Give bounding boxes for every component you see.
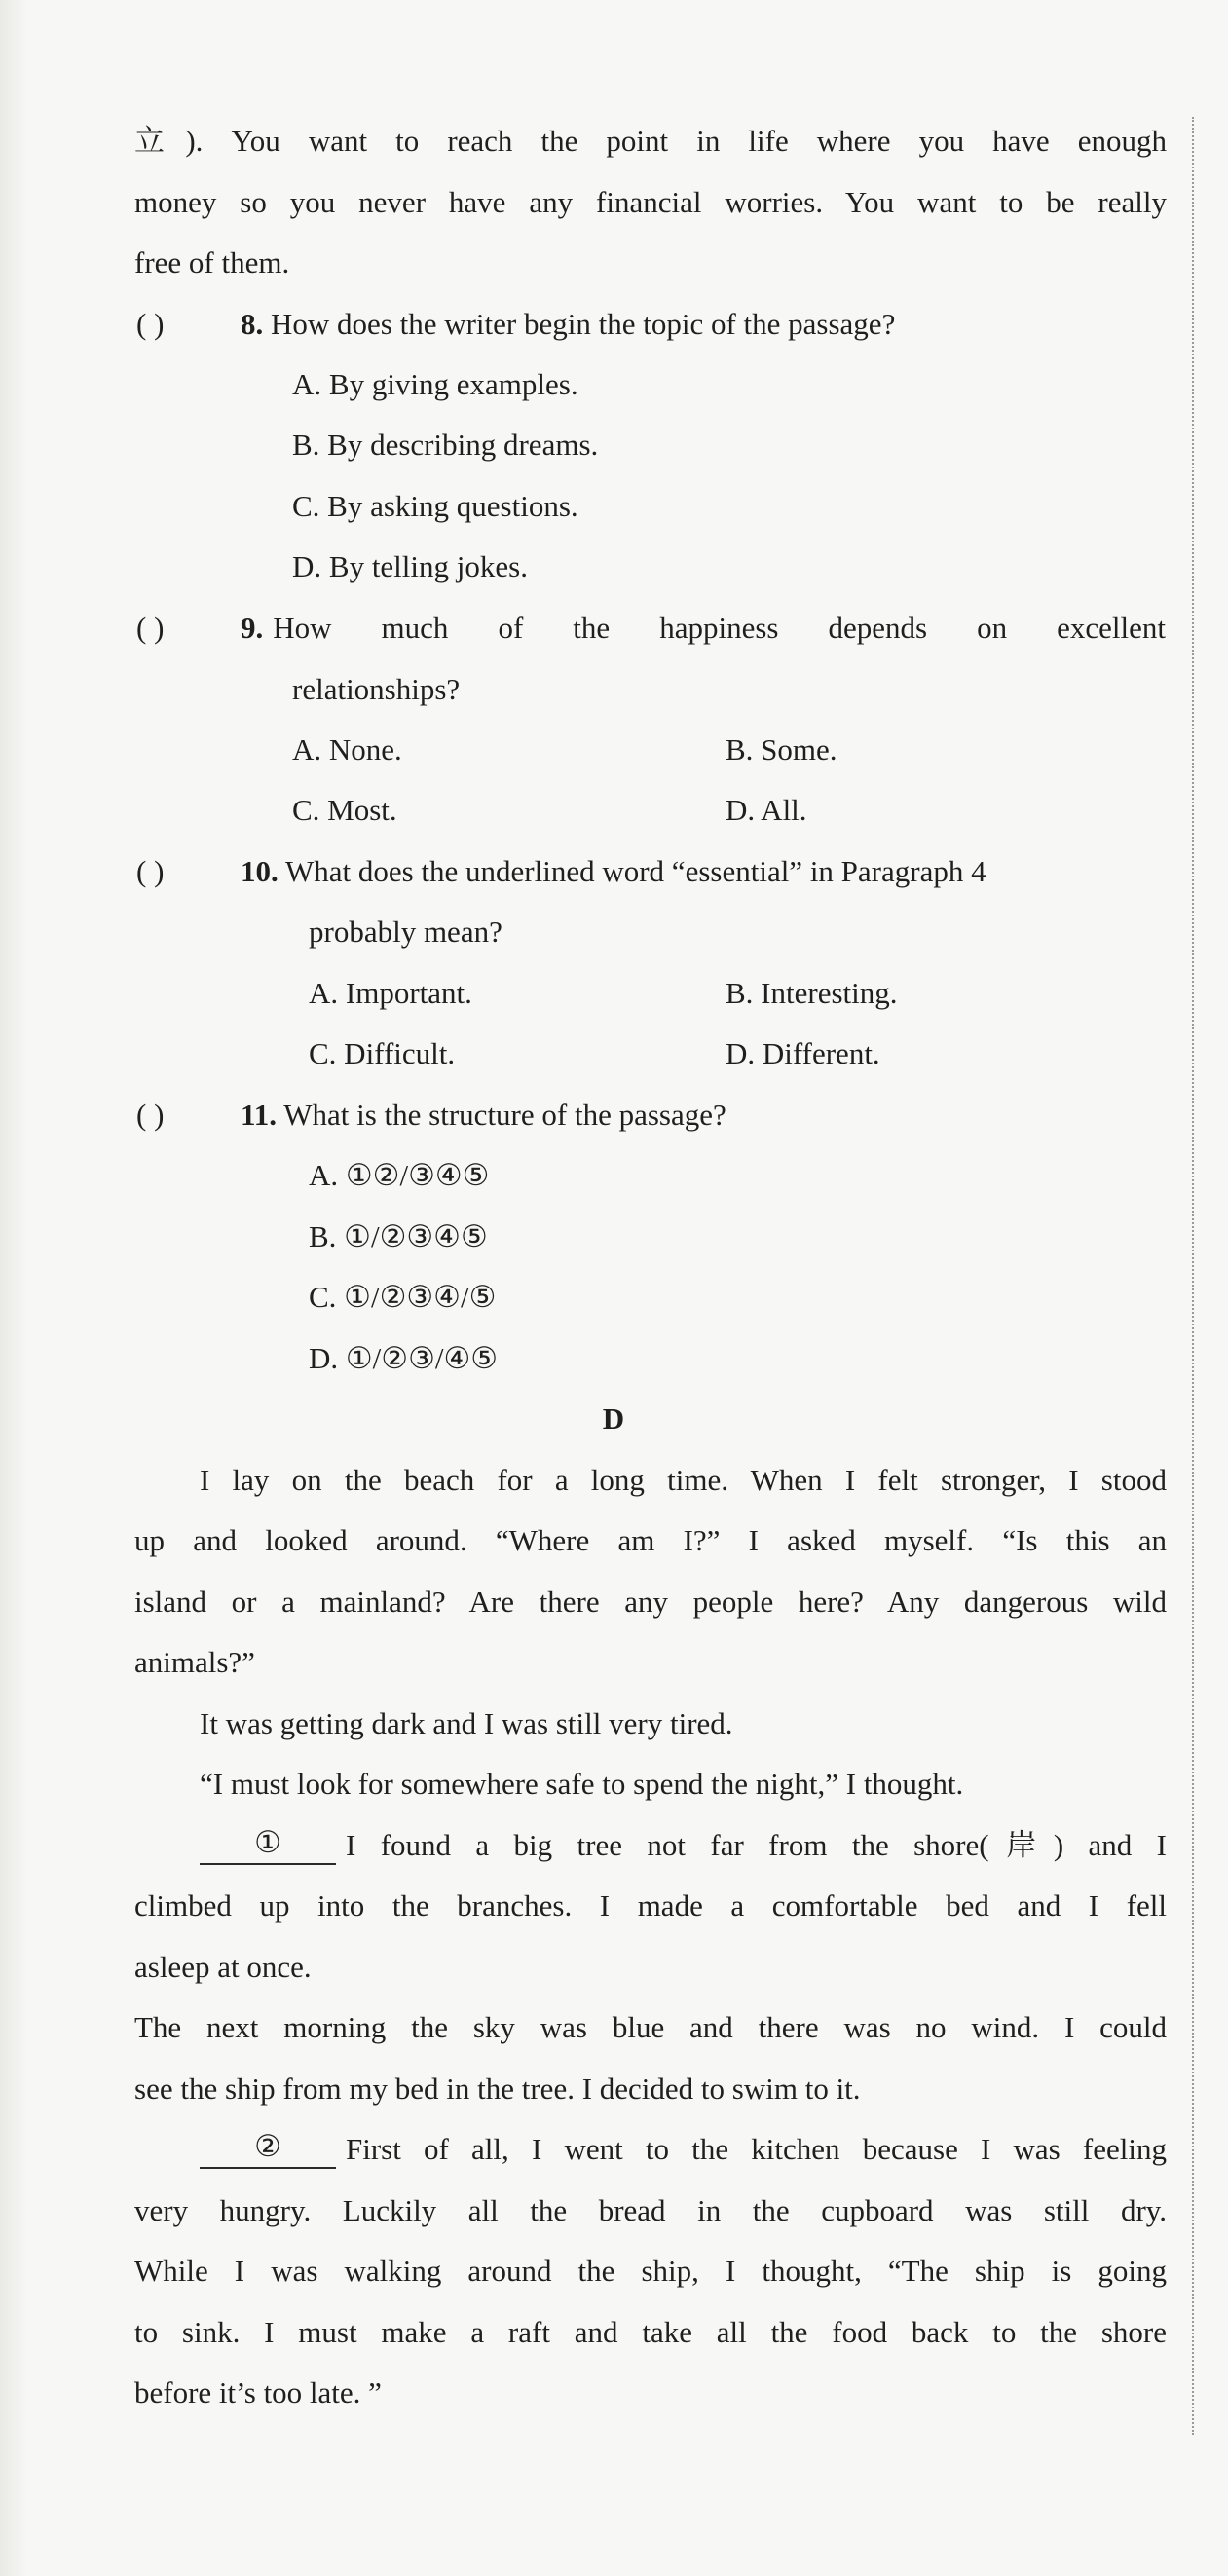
- d-para4-line-3: asleep at once.: [134, 1950, 312, 1984]
- q9-option-a: A. None.: [292, 732, 402, 766]
- q9-stem-line-2: relationships?: [292, 672, 461, 706]
- q10-option-d: D. Different.: [726, 1036, 880, 1070]
- blank-2[interactable]: ②: [200, 2130, 336, 2169]
- intro-line-3: free of them.: [134, 245, 290, 280]
- q8-option-c: C. By asking questions.: [292, 489, 578, 523]
- blank-1[interactable]: ①: [200, 1826, 336, 1865]
- q9-option-b: B. Some.: [726, 732, 837, 766]
- q10-number: 10.: [241, 854, 279, 888]
- d-para3: “I must look for somewhere safe to spend the night,” I thought.: [200, 1767, 964, 1801]
- q8-option-d: D. By telling jokes.: [292, 549, 528, 583]
- q11-stem: [241, 1096, 726, 1135]
- q10-answer-bracket: ( ): [136, 854, 165, 888]
- q11-question-text: What is the structure of the passage?: [283, 1098, 726, 1132]
- q11-number: 11.: [241, 1098, 278, 1132]
- d-para5-line-1: The next morning the sky was blue and there was no wind. I could: [134, 2010, 1167, 2044]
- d-para6-line-4: to sink. I must make a raft and take all the food back to the shore: [134, 2315, 1167, 2349]
- q10-option-c: C. Difficult.: [309, 1036, 456, 1070]
- q11-option-d: D. ①/②③/④⑤: [309, 1341, 499, 1375]
- d-para2: It was getting dark and I was still very tired.: [200, 1706, 733, 1740]
- q9-option-c: C. Most.: [292, 793, 397, 827]
- d-para6-line-1: [200, 2130, 1167, 2169]
- q11-answer-bracket: ( ): [136, 1098, 165, 1132]
- q8-stem: [241, 305, 895, 344]
- q9-question-text: How much of the happiness depends on excellent: [273, 611, 1166, 645]
- q9-answer-bracket: ( ): [136, 611, 165, 645]
- q8-answer-bracket: ( ): [136, 307, 165, 341]
- d-para6-line-5: before it’s too late. ”: [134, 2375, 382, 2409]
- q11-option-b: B. ①/②③④⑤: [309, 1219, 488, 1253]
- d-para5-line-2: see the ship from my bed in the tree. I decided to swim to it.: [134, 2072, 861, 2106]
- d-para6-text: First of all, I went to the kitchen because I was feeling: [346, 2132, 1167, 2166]
- q9-stem-line-1: [241, 609, 1166, 648]
- d-para4-line-2: climbed up into the branches. I made a comfortable bed and I fell: [134, 1888, 1167, 1923]
- q8-question-text: How does the writer begin the topic of the passage?: [271, 307, 896, 341]
- q8-option-a: A. By giving examples.: [292, 367, 578, 401]
- q11-option-c: C. ①/②③④/⑤: [309, 1280, 497, 1314]
- d-para4-text: I found a big tree not far from the shore(岸) and I: [346, 1828, 1167, 1862]
- q10-option-b: B. Interesting.: [726, 976, 898, 1010]
- q8-option-b: B. By describing dreams.: [292, 428, 599, 462]
- d-para4-line-1: [200, 1826, 1167, 1865]
- d-para1-line-2: up and looked around. “Where am I?” I asked myself. “Is this an: [134, 1523, 1167, 1557]
- q8-number: 8.: [241, 307, 264, 341]
- intro-line-1: 立). You want to reach the point in life where you have enough: [134, 124, 1167, 158]
- d-para1-line-1: I lay on the beach for a long time. When I felt stronger, I stood: [200, 1463, 1167, 1497]
- q9-option-d: D. All.: [726, 793, 807, 827]
- d-para1-line-4: animals?”: [134, 1645, 255, 1679]
- q10-option-a: A. Important.: [309, 976, 472, 1010]
- d-para6-line-2: very hungry. Luckily all the bread in the cupboard was still dry.: [134, 2193, 1167, 2227]
- margin-dotted-line: [1192, 117, 1194, 2435]
- d-para6-line-3: While I was walking around the ship, I thought, “The ship is going: [134, 2254, 1167, 2288]
- q9-number: 9.: [241, 611, 264, 645]
- q10-question-text: What does the underlined word “essential” in Paragraph 4: [284, 854, 986, 888]
- q11-option-a: A. ①②/③④⑤: [309, 1158, 490, 1192]
- intro-line-2: money so you never have any financial worries. You want to be really: [134, 185, 1167, 219]
- q10-stem-line-2: probably mean?: [309, 915, 502, 949]
- q10-stem-line-1: [241, 852, 986, 891]
- page-edge-shadow: [0, 0, 27, 2576]
- section-d-heading: D: [602, 1401, 625, 1436]
- d-para1-line-3: island or a mainland? Are there any people here? Any dangerous wild: [134, 1585, 1167, 1619]
